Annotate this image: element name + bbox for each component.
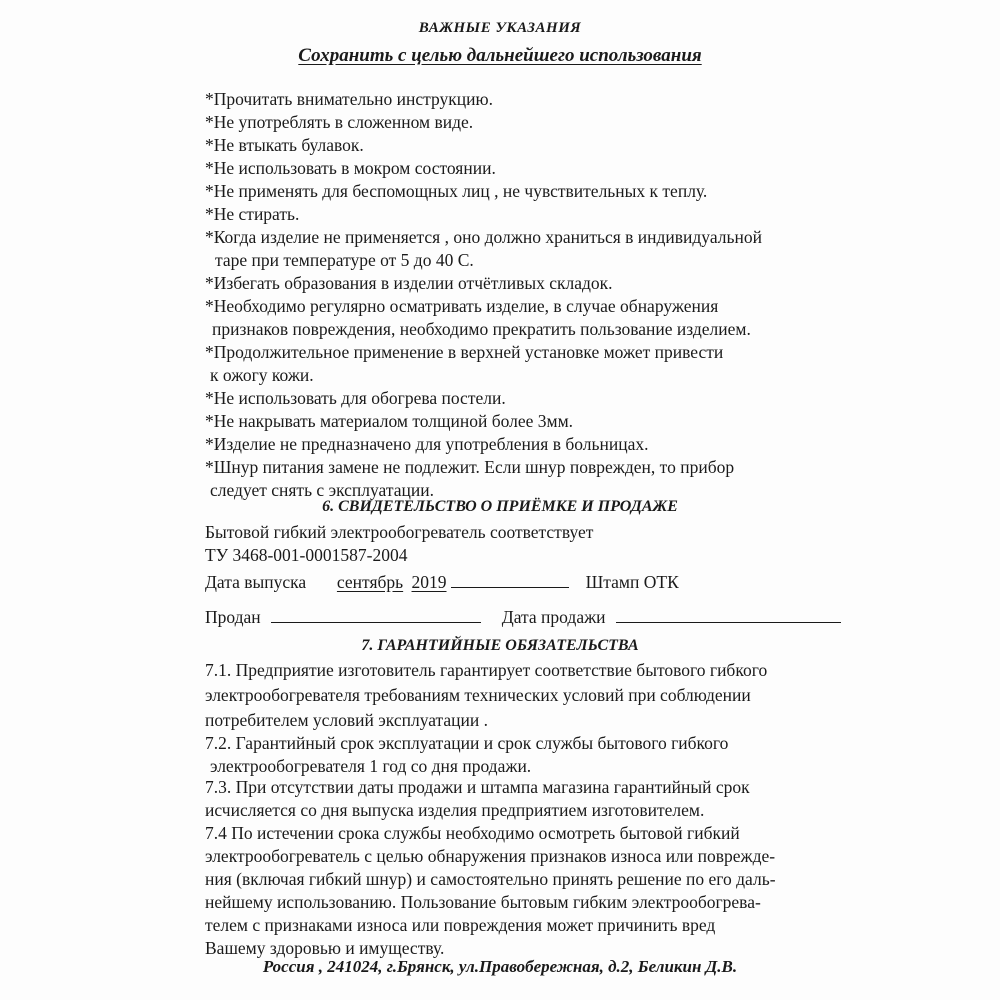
spec-number: ТУ 3468-001-0001587-2004	[205, 545, 408, 565]
section-7-title: 7. ГАРАНТИЙНЫЕ ОБЯЗАТЕЛЬСТВА	[361, 637, 639, 654]
warranty-line: исчисляется со дня выпуска изделия предприятием изготовителем.	[205, 800, 705, 820]
instruction-line: *Не накрывать материалом толщиной более 3мм.	[205, 411, 574, 431]
warranty-line: 7.4 По истечении срока службы необходимо осмотреть бытовой гибкий	[205, 823, 740, 843]
release-date-blank[interactable]	[451, 569, 569, 588]
conformity-line: Бытовой гибкий электрообогреватель соответствует	[205, 522, 594, 542]
instruction-line: *Не применять для беспомощных лиц , не чувствительных к теплу.	[205, 181, 708, 201]
sale-row	[205, 604, 841, 628]
sale-date-blank[interactable]	[616, 604, 841, 623]
warranty-line: телем с признаками износа или повреждения может причинить вред	[205, 915, 716, 935]
instruction-line: *Когда изделие не применяется , оно должно храниться в индивидуальной	[205, 227, 762, 247]
section-6-title: 6. СВИДЕТЕЛЬСТВО О ПРИЁМКЕ И ПРОДАЖЕ	[322, 498, 678, 515]
warranty-line: потребителем условий эксплуатации .	[205, 710, 489, 730]
instruction-line: следует снять с эксплуатации.	[210, 480, 434, 500]
instruction-line: *Не втыкать булавок.	[205, 135, 364, 155]
sold-label: Продан	[205, 607, 261, 627]
warranty-line: 7.3. При отсутствии даты продажи и штампа магазина гарантийный срок	[205, 777, 750, 797]
instruction-line: *Продолжительное применение в верхней установке может привести	[205, 342, 724, 362]
instruction-line: *Избегать образования в изделии отчётливых складок.	[205, 273, 613, 293]
instruction-line: *Изделие не предназначено для употребления в больницах.	[205, 434, 649, 454]
warranty-line: электрообогреватель с целью обнаружения признаков износа или поврежде-	[205, 846, 776, 866]
release-month: сентябрь	[336, 572, 404, 592]
warranty-line: электрообогревателя 1 год со дня продажи.	[210, 756, 532, 776]
warranty-line: 7.1. Предприятие изготовитель гарантирует соответствие бытового гибкого	[205, 660, 768, 680]
instruction-line: *Необходимо регулярно осматривать изделие, в случае обнаружения	[205, 296, 719, 316]
instruction-line: *Прочитать внимательно инструкцию.	[205, 89, 493, 109]
instruction-line: *Не стирать.	[205, 204, 300, 224]
instruction-line: *Шнур питания замене не подлежит. Если шнур поврежден, то прибор	[205, 457, 735, 477]
sold-by-blank[interactable]	[271, 604, 481, 623]
warranty-line: нейшему использованию. Пользование бытовым гибким электрообогрева-	[205, 892, 761, 912]
instruction-line: таре при температуре от 5 до 40 С.	[215, 250, 474, 270]
instruction-line: *Не использовать в мокром состоянии.	[205, 158, 496, 178]
sale-date-label: Дата продажи	[501, 607, 606, 627]
page-subtitle: Сохранить с целью дальнейшего использования	[298, 45, 702, 66]
release-year: 2019	[411, 572, 447, 592]
warranty-line: ния (включая гибкий шнур) и самостоятельно принять решение по его даль-	[205, 869, 776, 889]
manufacturer-address: Россия , 241024, г.Брянск, ул.Правобережная, д.2, Беликин Д.В.	[262, 957, 738, 976]
warranty-line: электрообогревателя требованиям технических условий при соблюдении	[205, 685, 751, 705]
page-title: ВАЖНЫЕ УКАЗАНИЯ	[418, 20, 582, 36]
release-date-label: Дата выпуска	[205, 572, 307, 592]
release-date-row	[205, 569, 679, 593]
warranty-line: 7.2. Гарантийный срок эксплуатации и срок службы бытового гибкого	[205, 733, 729, 753]
stamp-label: Штамп ОТК	[585, 572, 679, 592]
instruction-line: признаков повреждения, необходимо прекратить пользование изделием.	[212, 319, 751, 339]
instruction-line: *Не использовать для обогрева постели.	[205, 388, 506, 408]
instruction-line: к ожогу кожи.	[210, 365, 314, 385]
instruction-line: *Не употреблять в сложенном виде.	[205, 112, 474, 132]
warranty-line: Вашему здоровью и имуществу.	[205, 938, 445, 958]
